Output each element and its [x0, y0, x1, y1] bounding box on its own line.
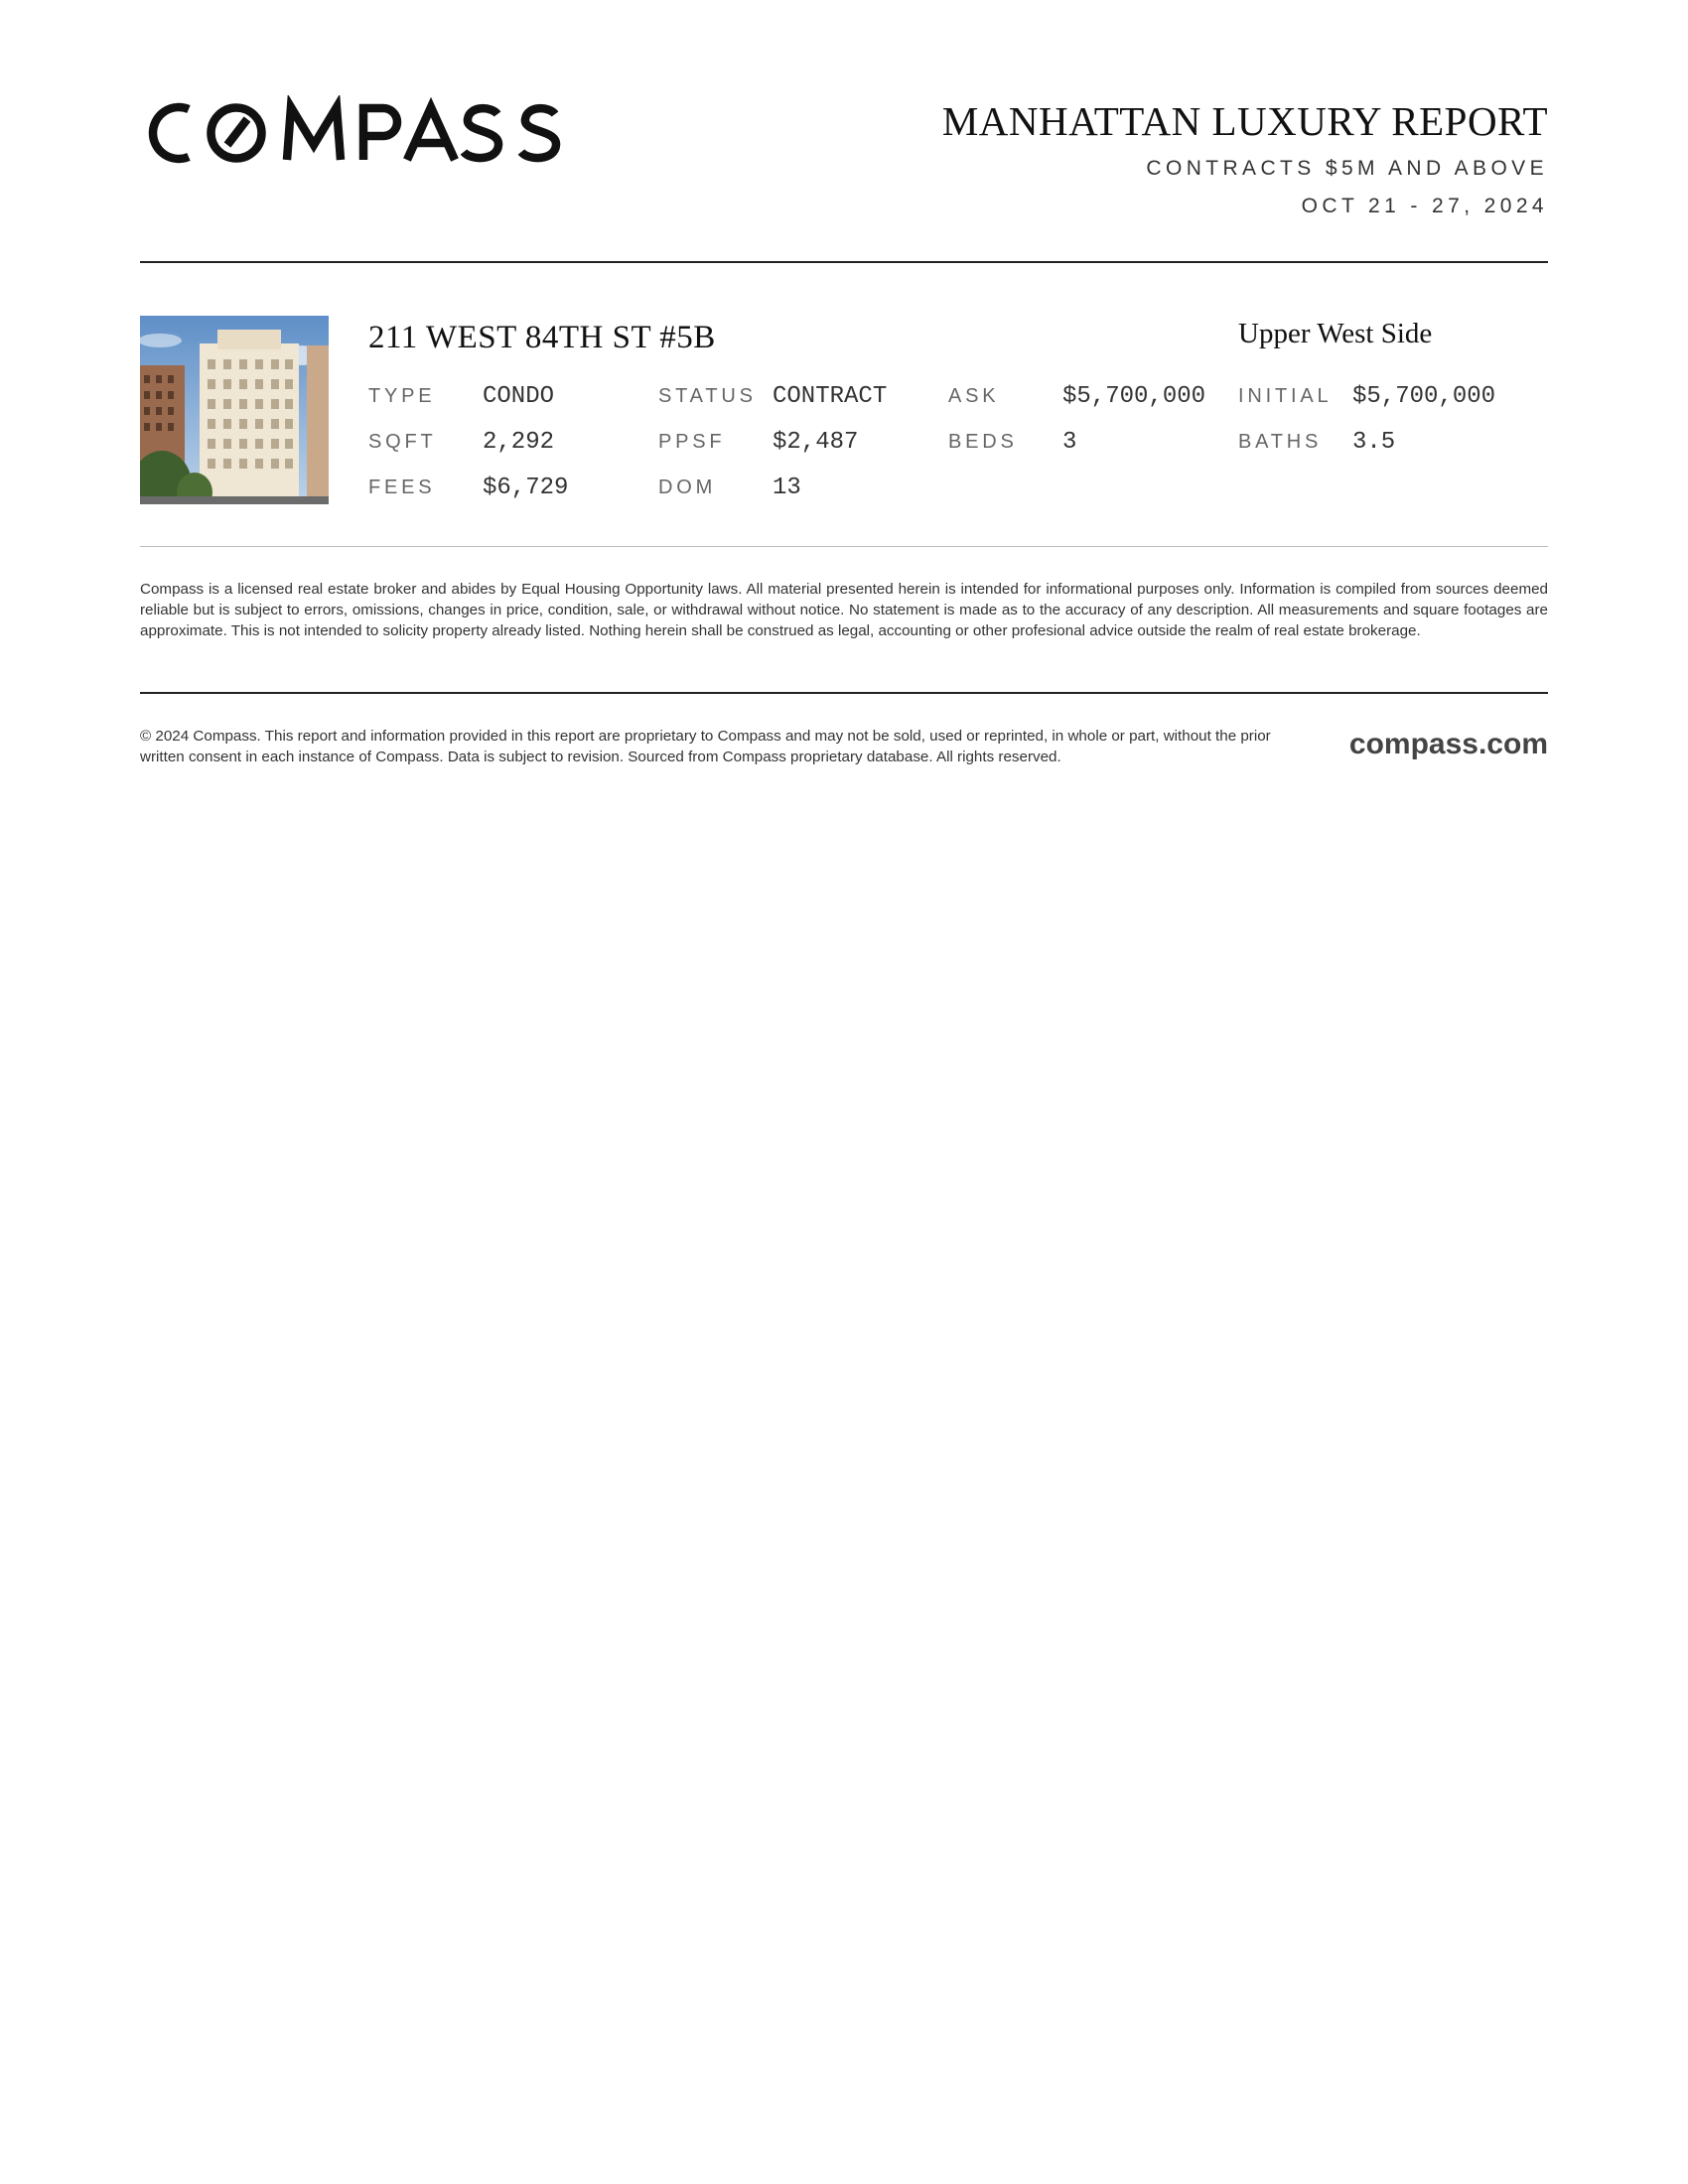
legal-disclaimer: Compass is a licensed real estate broker and abides by Equal Housing Opportunity laws. All material presented herein is intended for informational purposes only. Information is compiled from sources deemed reliable but is subject to errors, omissions, changes in price, condition, sale, or withdrawal without notice. No statement is made as to the accuracy of any description. All measurements and square footages are approximate. This is not intended to solicity property already listed. Nothing herein shall be construed as legal, accounting or other profesional advice outside the realm of real estate brokerage. — [140, 581, 1548, 639]
dom-value: 13 — [773, 475, 801, 501]
report-title: MANHATTAN LUXURY REPORT — [941, 98, 1548, 144]
status-value: CONTRACT — [773, 383, 888, 410]
initial-value: $5,700,000 — [1352, 383, 1496, 410]
listing-neighborhood: Upper West Side — [1238, 318, 1433, 349]
report-header — [942, 95, 1548, 218]
compass-logo — [140, 95, 577, 171]
sqft-value: 2,292 — [483, 429, 555, 456]
report-subtitle: CONTRACTS $5M AND ABOVE — [1146, 157, 1548, 180]
fees-value: $6,729 — [483, 475, 569, 501]
listing-address: 211 WEST 84TH ST #5B — [368, 320, 716, 355]
listing-divider — [140, 546, 1548, 547]
type-label: TYPE — [368, 385, 436, 407]
property-photo — [140, 316, 329, 504]
fees-label: FEES — [368, 477, 436, 498]
type-value: CONDO — [483, 383, 555, 410]
ask-label: ASK — [948, 385, 1000, 407]
report-date-range: OCT 21 - 27, 2024 — [1301, 195, 1548, 217]
beds-value: 3 — [1062, 429, 1077, 456]
listing-card — [140, 316, 1548, 504]
sqft-label: SQFT — [368, 431, 437, 453]
website-link[interactable]: compass.com — [1348, 728, 1548, 760]
baths-label: BATHS — [1238, 431, 1323, 453]
dom-label: DOM — [658, 477, 717, 498]
ask-value: $5,700,000 — [1062, 383, 1206, 410]
status-label: STATUS — [658, 385, 757, 407]
header-divider — [140, 261, 1548, 263]
footer-divider — [140, 692, 1548, 694]
ppsf-label: PPSF — [658, 431, 726, 453]
beds-label: BEDS — [948, 431, 1018, 453]
baths-value: 3.5 — [1352, 429, 1396, 456]
copyright-notice: © 2024 Compass. This report and information provided in this report are proprietary to Compass and may not be sold, used or reprinted, in whole or part, without the prior written consent in each instance of Compass. Data is subject to revision. Sourced from Compass proprietary database. All rights reserved. — [140, 728, 1271, 765]
initial-label: INITIAL — [1238, 385, 1333, 407]
ppsf-value: $2,487 — [773, 429, 859, 456]
